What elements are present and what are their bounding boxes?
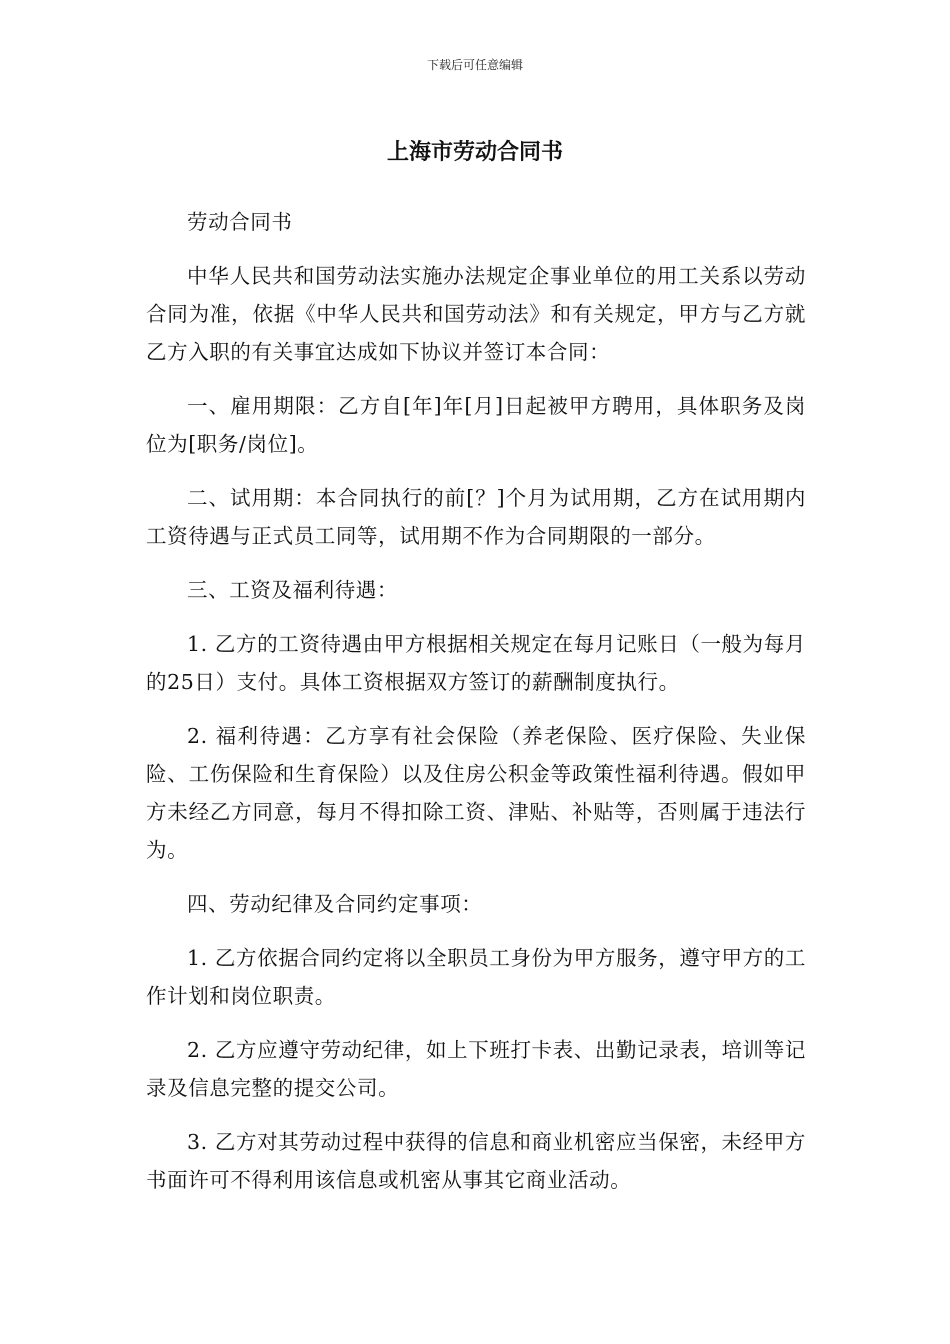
- header-note: 下载后可任意编辑: [426, 58, 523, 72]
- paragraph-confidentiality: 3. 乙方对其劳动过程中获得的信息和商业机密应当保密，未经甲方书面许可不得利用该信息或机密从事其它商业活动。: [146, 1130, 806, 1192]
- paragraph-salary-payment: 1. 乙方的工资待遇由甲方根据相关规定在每月记账日（一般为每月的25日）支付。具体工资根据双方签订的薪酬制度执行。: [146, 632, 806, 694]
- paragraph-subtitle: 劳动合同书: [187, 210, 293, 234]
- paragraph-benefits: 2. 福利待遇：乙方享有社会保险（养老保险、医疗保险、失业保险、工伤保险和生育保险）以及住房公积金等政策性福利待遇。假如甲方未经乙方同意，每月不得扣除工资、津贴、补贴等，否则属于违法行为。: [146, 724, 806, 862]
- paragraph-preamble: 中华人民共和国劳动法实施办法规定企事业单位的用工关系以劳动合同为准，依据《中华人民共和国劳动法》和有关规定，甲方与乙方就乙方入职的有关事宜达成如下协议并签订本合同：: [146, 264, 806, 364]
- document-body: [146, 203, 806, 1215]
- section-heading-discipline: 四、劳动纪律及合同约定事项：: [187, 892, 483, 916]
- document-title: 上海市劳动合同书: [386, 140, 563, 165]
- section-heading-salary-benefits: 三、工资及福利待遇：: [187, 578, 398, 602]
- paragraph-employment-term: 一、雇用期限：乙方自[年]年[月]日起被甲方聘用，具体职务及岗位为[职务/岗位]。: [146, 394, 806, 456]
- paragraph-probation: 二、试用期：本合同执行的前[？]个月为试用期，乙方在试用期内工资待遇与正式员工同等，试用期不作为合同期限的一部分。: [146, 486, 806, 548]
- paragraph-labor-discipline: 2. 乙方应遵守劳动纪律，如上下班打卡表、出勤记录表，培训等记录及信息完整的提交公司。: [146, 1038, 806, 1100]
- paragraph-fulltime-service: 1. 乙方依据合同约定将以全职员工身份为甲方服务，遵守甲方的工作计划和岗位职责。: [146, 946, 806, 1008]
